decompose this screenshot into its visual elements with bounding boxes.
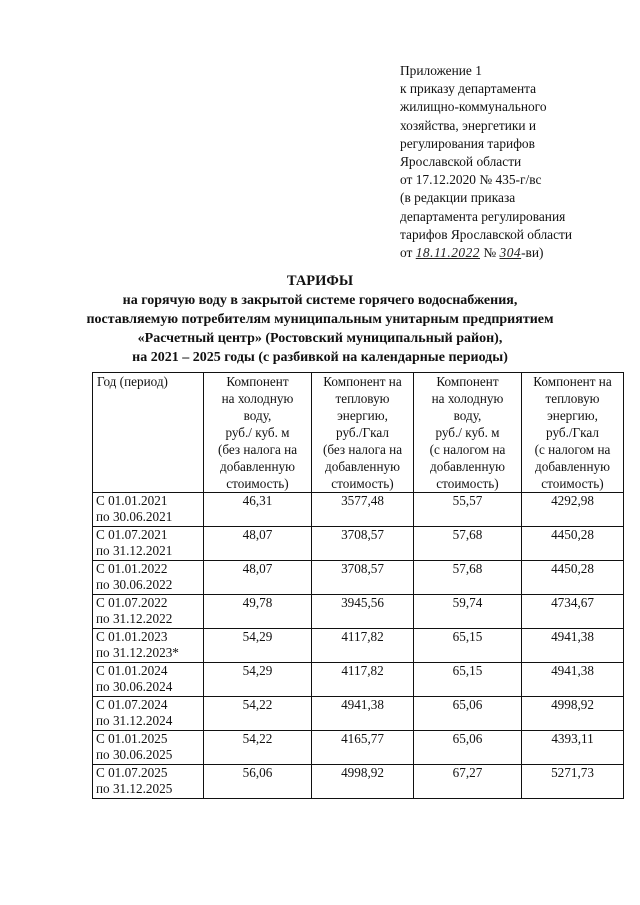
header-line: стоимость)	[331, 476, 394, 491]
period-to: по 31.12.2025	[96, 781, 173, 796]
header-line: воду,	[243, 408, 272, 423]
appendix-line: тарифов Ярославской области	[400, 226, 573, 242]
appendix-line: жилищно-коммунального	[400, 99, 547, 115]
period-to: по 31.12.2024	[96, 713, 173, 728]
table-row	[93, 731, 624, 765]
value-cell: 4734,67	[522, 595, 624, 629]
table-row	[93, 595, 624, 629]
header-line: добавленную	[430, 459, 505, 474]
period-from: С 01.01.2024	[96, 663, 168, 678]
table-row	[93, 629, 624, 663]
title-line: «Расчетный центр» (Ростовский муниципальный район),	[137, 331, 503, 346]
value-cell: 4165,77	[312, 731, 414, 765]
column-header-2	[312, 373, 414, 493]
header-line: на холодную	[431, 391, 504, 406]
column-header-1	[204, 373, 312, 493]
value-cell: 49,78	[204, 595, 312, 629]
header-line: стоимость)	[541, 476, 604, 491]
appendix-line: к приказу департамента	[400, 81, 537, 97]
header-line: стоимость)	[226, 476, 289, 491]
value-cell: 4941,38	[522, 629, 624, 663]
value-cell: 54,22	[204, 731, 312, 765]
header-line: руб./Гкал	[546, 425, 599, 440]
header-line: руб./Гкал	[336, 425, 389, 440]
period-cell	[93, 595, 204, 629]
header-line: добавленную	[220, 459, 295, 474]
period-from: С 01.01.2021	[96, 493, 168, 508]
table-row	[93, 663, 624, 697]
header-line: на холодную	[221, 391, 294, 406]
handwritten-date: 18.11.2022	[415, 245, 480, 261]
period-cell	[93, 527, 204, 561]
header-line: (без налога на	[322, 442, 403, 457]
value-cell: 5271,73	[522, 765, 624, 799]
value-cell: 46,31	[204, 493, 312, 527]
value-cell: 4998,92	[522, 697, 624, 731]
header-line: добавленную	[325, 459, 400, 474]
value-cell: 54,22	[204, 697, 312, 731]
title-line: на 2021 – 2025 годы (с разбивкой на календарные периоды)	[132, 350, 508, 365]
header-line: руб./ куб. м	[225, 425, 290, 440]
header-line: Компонент	[436, 374, 499, 389]
appendix-line: Приложение 1	[400, 63, 482, 78]
value-cell: 55,57	[414, 493, 522, 527]
header-line: добавленную	[535, 459, 610, 474]
value-cell: 48,07	[204, 527, 312, 561]
header-line: Год (период)	[97, 374, 168, 389]
value-cell: 65,06	[414, 697, 522, 731]
tariff-table	[92, 372, 624, 799]
value-cell: 65,15	[414, 663, 522, 697]
value-cell: 3577,48	[312, 493, 414, 527]
appendix-prefix: от	[400, 245, 413, 261]
period-to: по 30.06.2025	[96, 747, 173, 762]
handwritten-number: 304	[499, 245, 522, 261]
value-cell: 4941,38	[522, 663, 624, 697]
column-header-0	[93, 373, 204, 493]
header-line: тепловую	[335, 391, 390, 406]
value-cell: 4450,28	[522, 561, 624, 595]
value-cell: 4117,82	[312, 629, 414, 663]
appendix-line: Ярославской области	[400, 154, 522, 170]
value-cell: 3708,57	[312, 561, 414, 595]
value-cell: 57,68	[414, 561, 522, 595]
period-from: С 01.01.2025	[96, 731, 168, 746]
period-from: С 01.01.2023	[96, 629, 168, 644]
appendix-line: хозяйства, энергетики и	[400, 117, 537, 133]
header-line: энергию,	[337, 408, 388, 423]
title-line: поставляемую потребителям муниципальным унитарным предприятием	[86, 312, 554, 327]
header-line: (без налога на	[217, 442, 298, 457]
value-cell: 4117,82	[312, 663, 414, 697]
period-cell	[93, 731, 204, 765]
table-row	[93, 493, 624, 527]
table-header-row	[93, 373, 624, 493]
appendix-block	[400, 62, 620, 262]
value-cell: 4998,92	[312, 765, 414, 799]
header-line: энергию,	[547, 408, 598, 423]
appendix-last-line	[400, 244, 620, 262]
column-header-4	[522, 373, 624, 493]
value-cell: 3708,57	[312, 527, 414, 561]
table-body	[93, 493, 624, 799]
period-to: по 30.06.2022	[96, 577, 173, 592]
table-row	[93, 527, 624, 561]
period-to: по 30.06.2021	[96, 509, 173, 524]
title-heading: ТАРИФЫ	[286, 273, 354, 289]
period-to: по 31.12.2021	[96, 543, 173, 558]
value-cell: 48,07	[204, 561, 312, 595]
header-line: тепловую	[545, 391, 600, 406]
appendix-line: от 17.12.2020 № 435-г/вс	[400, 172, 542, 188]
appendix-line: департамента регулирования	[400, 208, 566, 224]
value-cell: 54,29	[204, 629, 312, 663]
period-to: по 31.12.2022	[96, 611, 173, 626]
header-line: Компонент	[226, 374, 289, 389]
period-cell	[93, 663, 204, 697]
value-cell: 67,27	[414, 765, 522, 799]
document-title	[0, 272, 640, 367]
period-cell	[93, 765, 204, 799]
period-from: С 01.07.2025	[96, 765, 168, 780]
value-cell: 54,29	[204, 663, 312, 697]
period-to: по 31.12.2023*	[96, 645, 179, 660]
value-cell: 4450,28	[522, 527, 624, 561]
period-from: С 01.07.2024	[96, 697, 168, 712]
period-cell	[93, 561, 204, 595]
title-line: на горячую воду в закрытой системе горячего водоснабжения,	[122, 293, 518, 308]
header-line: воду,	[453, 408, 482, 423]
table-row	[93, 765, 624, 799]
header-line: (с налогом на	[429, 442, 506, 457]
value-cell: 65,06	[414, 731, 522, 765]
table-row	[93, 697, 624, 731]
appendix-line: (в редакции приказа	[400, 190, 516, 206]
value-cell: 56,06	[204, 765, 312, 799]
value-cell: 3945,56	[312, 595, 414, 629]
header-line: стоимость)	[436, 476, 499, 491]
value-cell: 4393,11	[522, 731, 624, 765]
number-sign: №	[483, 245, 497, 261]
period-cell	[93, 493, 204, 527]
value-cell: 4941,38	[312, 697, 414, 731]
value-cell: 59,74	[414, 595, 522, 629]
appendix-line: регулирования тарифов	[400, 135, 535, 151]
header-line: (с налогом на	[534, 442, 611, 457]
header-line: руб./ куб. м	[435, 425, 500, 440]
column-header-3	[414, 373, 522, 493]
period-to: по 30.06.2024	[96, 679, 173, 694]
table-row	[93, 561, 624, 595]
period-from: С 01.07.2021	[96, 527, 168, 542]
value-cell: 4292,98	[522, 493, 624, 527]
period-cell	[93, 629, 204, 663]
appendix-suffix: -ви)	[521, 245, 544, 261]
period-from: С 01.01.2022	[96, 561, 168, 576]
value-cell: 65,15	[414, 629, 522, 663]
value-cell: 57,68	[414, 527, 522, 561]
header-line: Компонент на	[533, 374, 612, 389]
header-line: Компонент на	[323, 374, 402, 389]
period-cell	[93, 697, 204, 731]
period-from: С 01.07.2022	[96, 595, 168, 610]
